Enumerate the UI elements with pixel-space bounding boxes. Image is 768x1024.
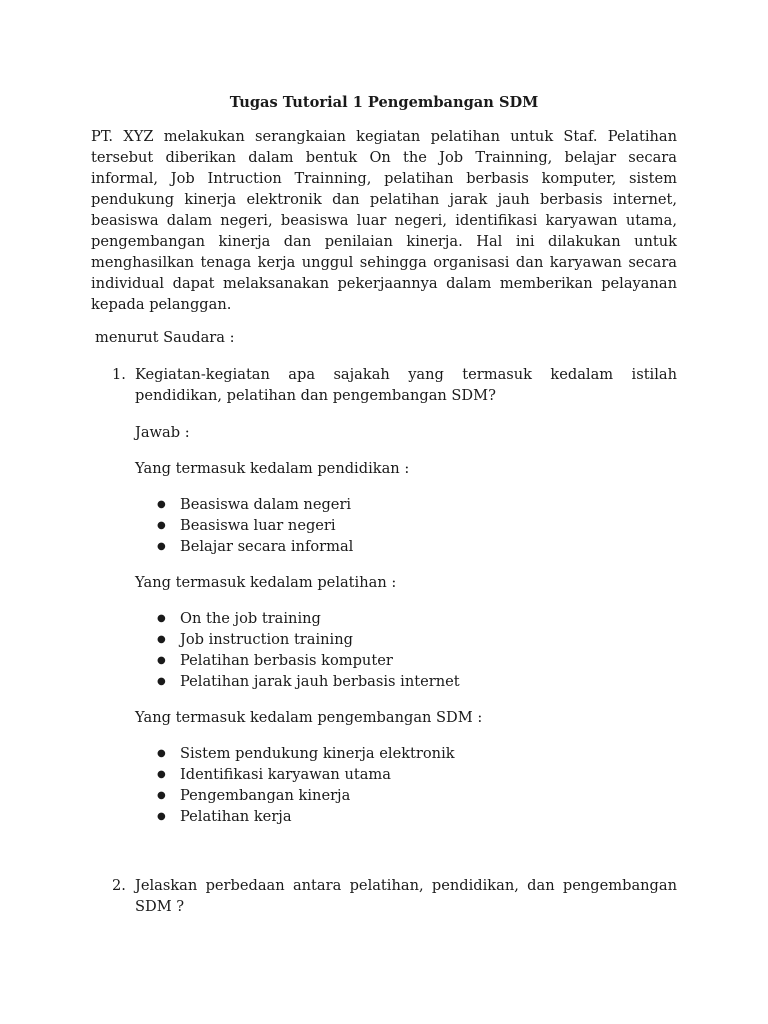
list-item-text: Job instruction training (180, 631, 353, 648)
section-heading-pengembangan: Yang termasuk kedalam pengembangan SDM : (135, 709, 483, 726)
list-item (135, 629, 677, 650)
question-text: Kegiatan-kegiatan apa sajakah yang termasuk kedalam istilah pendidikan, pelatihan dan pengembangan SDM? (135, 366, 677, 404)
question-number: 1. (112, 366, 126, 383)
list-item (135, 650, 677, 671)
list-item (135, 536, 677, 557)
list-item-text: On the job training (180, 610, 321, 627)
bullet-icon: ● (157, 541, 166, 552)
bullet-icon: ● (157, 790, 166, 801)
bullet-icon: ● (157, 613, 166, 624)
bullet-list-pelatihan (135, 608, 677, 692)
bullet-icon: ● (157, 655, 166, 666)
bullet-icon: ● (157, 811, 166, 822)
list-item (135, 515, 677, 536)
section-heading-pelatihan: Yang termasuk kedalam pelatihan : (135, 574, 397, 591)
bullet-list-pengembangan (135, 743, 677, 827)
answer-label: Jawab : (135, 424, 190, 441)
list-item (135, 494, 677, 515)
list-item-text: Pelatihan jarak jauh berbasis internet (180, 673, 460, 690)
bullet-icon: ● (157, 634, 166, 645)
list-item (135, 785, 677, 806)
question-list (91, 364, 677, 917)
bullet-icon: ● (157, 499, 166, 510)
bullet-icon: ● (157, 769, 166, 780)
list-item (135, 743, 677, 764)
list-item (135, 764, 677, 785)
bullet-icon: ● (157, 676, 166, 687)
list-item (135, 671, 677, 692)
list-item-text: Beasiswa luar negeri (180, 517, 336, 534)
list-item-text: Pengembangan kinerja (180, 787, 351, 804)
document-page (91, 92, 677, 917)
question-number: 2. (112, 877, 126, 894)
list-item-text: Beasiswa dalam negeri (180, 496, 352, 513)
list-item-text: Belajar secara informal (180, 538, 354, 555)
bullet-list-pendidikan (135, 494, 677, 557)
list-item-text: Pelatihan kerja (180, 808, 292, 825)
intro-paragraph: PT. XYZ melakukan serangkaian kegiatan pelatihan untuk Staf. Pelatihan tersebut diberikan dalam bentuk On the Job Trainning, belajar secara informal, Job Intruction Trainning, pelatihan berbasis komputer, sistem pendukung kinerja elektronik dan pelatihan jarak jauh berbasis internet, beasiswa dalam negeri, beasiswa luar negeri, identifikasi karyawan utama, pengembangan kinerja dan penilaian kinerja. Hal ini dilakukan untuk menghasilkan tenaga kerja unggul sehingga organisasi dan karyawan secara individual dapat melaksanakan pekerjaannya dalam memberikan pelayanan kepada pelanggan. (91, 128, 677, 313)
list-item-text: Identifikasi karyawan utama (180, 766, 391, 783)
list-item-text: Sistem pendukung kinerja elektronik (180, 745, 455, 762)
list-item (135, 806, 677, 827)
section-heading-pendidikan: Yang termasuk kedalam pendidikan : (135, 460, 410, 477)
bullet-icon: ● (157, 520, 166, 531)
list-item (135, 608, 677, 629)
question-2 (91, 875, 677, 917)
question-1 (91, 364, 677, 827)
lead-text: menurut Saudara : (95, 329, 235, 346)
list-item-text: Pelatihan berbasis komputer (180, 652, 393, 669)
document-title: Tugas Tutorial 1 Pengembangan SDM (229, 94, 539, 111)
question-text: Jelaskan perbedaan antara pelatihan, pendidikan, dan pengembangan SDM ? (135, 877, 677, 915)
bullet-icon: ● (157, 748, 166, 759)
